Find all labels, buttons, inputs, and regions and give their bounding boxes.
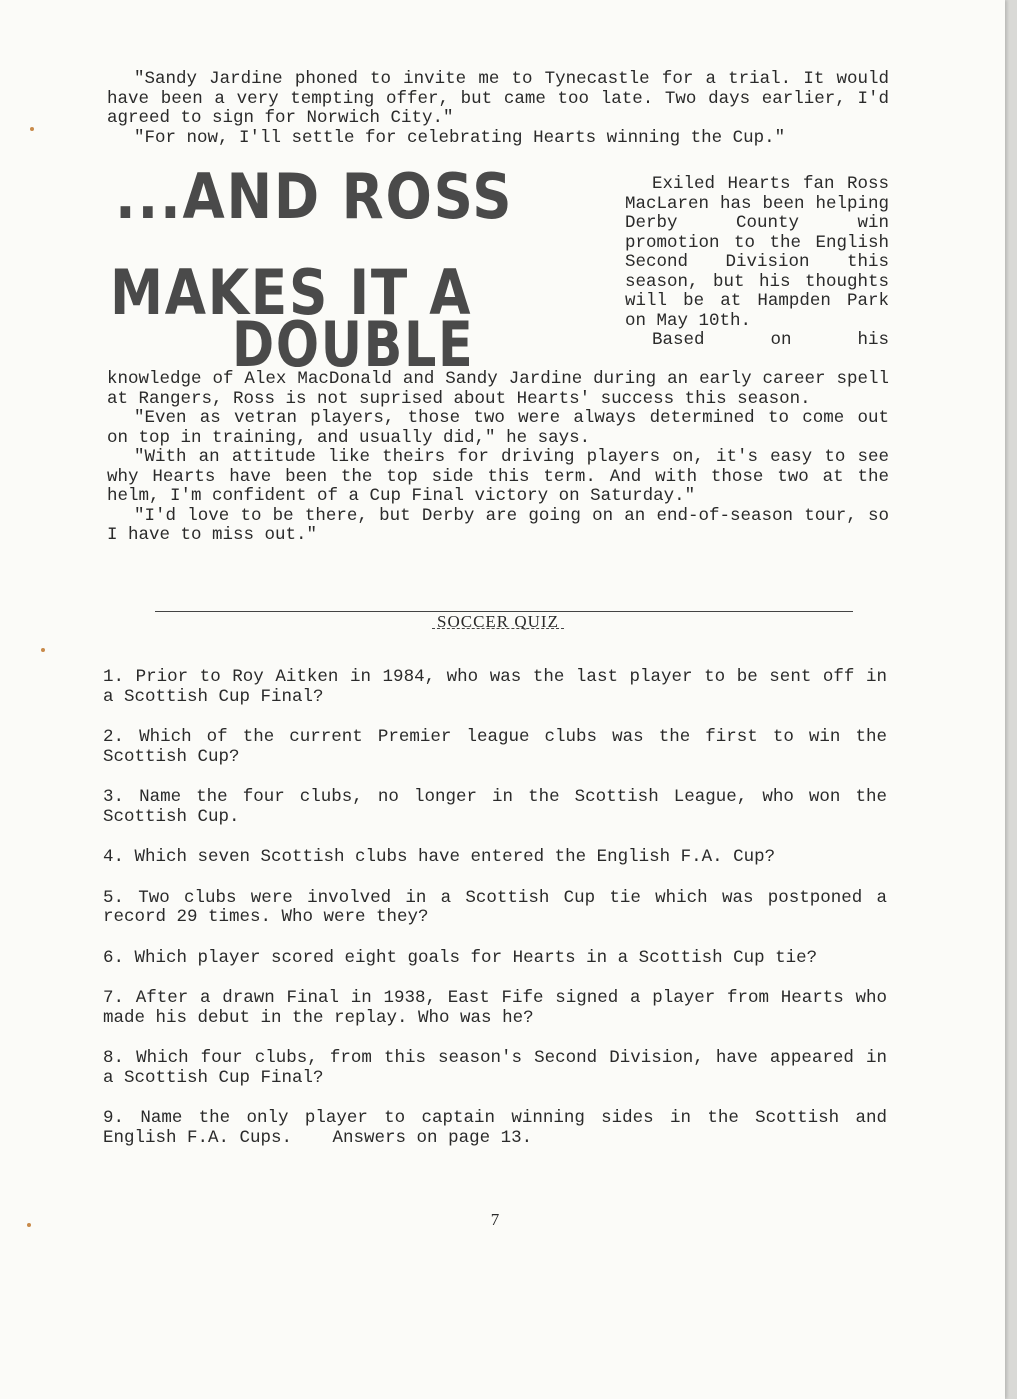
article-headline [110,160,514,381]
scan-speck [27,1223,31,1227]
quiz-questions [103,668,887,1169]
article-paragraph-knowledge: knowledge of Alex MacDonald and Sandy Jardine during an early career spell at Rangers, Ross is not suprised about Hearts' success this season. [107,369,889,409]
quiz-title: SOCCER QUIZ [437,612,559,631]
intro-section [107,70,889,148]
scan-speck [41,648,45,652]
quiz-question: 7. After a drawn Final in 1938, East Fife signed a player from Hearts who made his debut in the replay. Who was he? [103,988,887,1028]
quiz-question: 8. Which four clubs, from this season's Second Division, have appeared in a Scottish Cup Final? [103,1048,887,1088]
quiz-question: 3. Name the four clubs, no longer in the Scottish League, who won the Scottish Cup. [103,787,887,827]
quiz-question: 5. Two clubs were involved in a Scottish Cup tie which was postponed a record 29 times. Who were they? [103,887,887,927]
quiz-question: 2. Which of the current Premier league clubs was the first to win the Scottish Cup? [103,727,887,767]
article-side-column [625,175,889,351]
article-lead-paragraph: Exiled Hearts fan Ross MacLaren has been helping Derby County win promotion to the English Second Division this season, but his thoughts will be at Hampden Park on May 10th. [625,174,889,331]
quiz-question: 1. Prior to Roy Aitken in 1984, who was the last player to be sent off in a Scottish Cup Final? [103,667,887,707]
quiz-question-9: 9. Name the only player to captain winning sides in the Scottish and English F.A. Cups. [103,1108,887,1148]
quiz-title-underline [432,628,564,629]
scan-speck [30,127,34,131]
quiz-question: 4. Which seven Scottish clubs have entered the English F.A. Cup? [103,847,776,867]
intro-paragraph-1: "Sandy Jardine phoned to invite me to Tynecastle for a trial. It would have been a very tempting offer, but came too late. Two days earlier, I'd agreed to sign for Norwich City." [107,69,889,128]
article-quote-2: "With an attitude like theirs for driving players on, it's easy to see why Hearts have been the top side this term. And with those two at the helm, I'm confident of a Cup Final victory on Saturday." [107,447,889,506]
quiz-question-last [103,1109,887,1148]
article-body [107,370,889,546]
headline-line-3: DOUBLE [232,308,475,381]
quiz-question: 6. Which player scored eight goals for Hearts in a Scottish Cup tie? [103,947,818,968]
headline-line-1: ...AND ROSS [115,160,514,233]
headline-line-2: MAKES IT A [110,256,473,329]
intro-paragraph-2: "For now, I'll settle for celebrating Hearts winning the Cup." [134,127,786,148]
answers-note: Answers on page 13. [332,1127,533,1148]
article-quote-3: "I'd love to be there, but Derby are going on an end-of-season tour, so I have to miss out." [107,505,889,545]
article-quote-1: "Even as vetran players, those two were always determined to come out on top in training, and usually did," he says. [107,408,889,448]
page-number: 7 [490,1210,500,1229]
article-lead-continuation: Based on his [652,330,889,350]
